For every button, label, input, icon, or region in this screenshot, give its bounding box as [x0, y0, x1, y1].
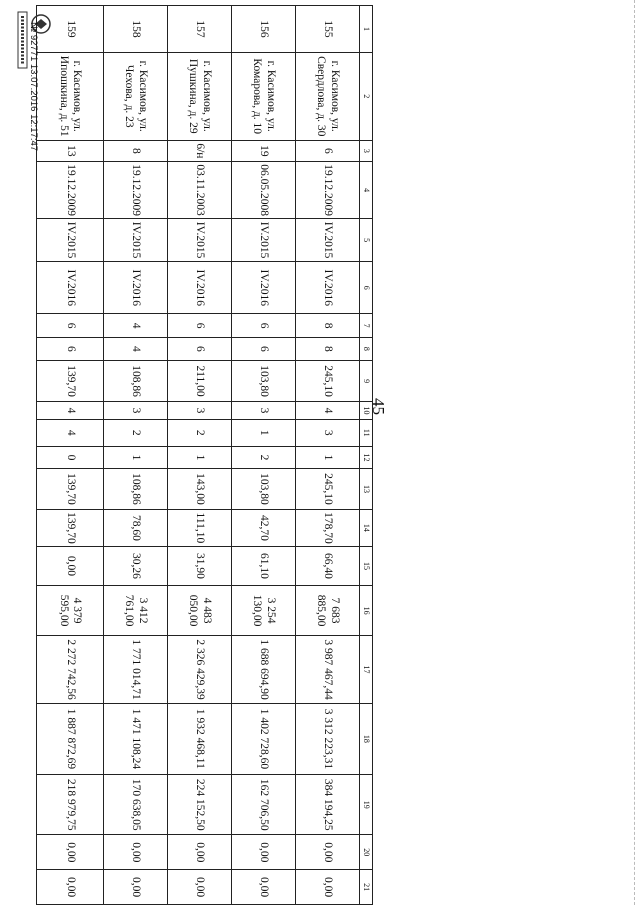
table-cell: 108,86	[104, 469, 168, 509]
table-cell: г. Касимов, ул. Свердлова, д. 30	[296, 52, 360, 140]
table-cell: 6	[37, 314, 104, 337]
table-cell: 0,00	[168, 835, 232, 870]
table-cell: 3	[168, 402, 232, 420]
table-cell: 0,00	[296, 835, 360, 870]
table-cell: IV.2016	[296, 262, 360, 314]
column-number: 21	[360, 870, 373, 905]
table-cell: 6	[232, 337, 296, 360]
table-cell: 8	[104, 140, 168, 162]
table-cell: 6	[232, 314, 296, 337]
table-cell: 2	[232, 446, 296, 469]
table-cell: 06.05.2008	[232, 162, 296, 219]
column-number: 1	[360, 6, 373, 53]
table-cell: 66,40	[296, 547, 360, 586]
column-number: 11	[360, 419, 373, 446]
table-cell: 245,10	[296, 361, 360, 402]
table-cell: 211,00	[168, 361, 232, 402]
table-cell: IV.2016	[37, 262, 104, 314]
table-cell: г. Касимов, ул. Комарова, д. 10	[232, 52, 296, 140]
table-cell: г. Касимов, ул. Чехова, д. 23	[104, 52, 168, 140]
table-cell: 19.12.2009	[37, 162, 104, 219]
column-number: 6	[360, 262, 373, 314]
table-cell: 4	[37, 402, 104, 420]
table-cell: 0,00	[37, 870, 104, 905]
table-cell: 7 683 885,00	[296, 585, 360, 636]
table-cell: IV.2015	[232, 218, 296, 261]
table-cell: 218 979,75	[37, 775, 104, 835]
table-cell: 139,70	[37, 361, 104, 402]
table-cell: 19.12.2009	[296, 162, 360, 219]
table-cell: IV.2016	[104, 262, 168, 314]
table-row	[37, 6, 104, 905]
table-cell: 4	[37, 419, 104, 446]
column-number: 9	[360, 361, 373, 402]
table-cell: 0,00	[232, 870, 296, 905]
column-number: 20	[360, 835, 373, 870]
column-number: 13	[360, 469, 373, 509]
page-number: 45	[369, 398, 388, 415]
table-cell: 2 272 742,56	[37, 636, 104, 703]
column-number: 17	[360, 636, 373, 703]
column-number: 14	[360, 509, 373, 547]
table-cell: 3 412 761,00	[104, 585, 168, 636]
table-cell: 42,70	[232, 509, 296, 547]
column-number-row	[360, 6, 373, 905]
table-cell: 1 471 108,24	[104, 703, 168, 774]
column-number: 16	[360, 585, 373, 636]
column-number: 7	[360, 314, 373, 337]
table-cell: 103,80	[232, 469, 296, 509]
table-cell: 0,00	[104, 870, 168, 905]
table-cell: 2 326 429,39	[168, 636, 232, 703]
table-cell: 19	[232, 140, 296, 162]
table-cell: 2	[104, 419, 168, 446]
table-cell: IV.2016	[232, 262, 296, 314]
table-cell: 139,70	[37, 509, 104, 547]
table-cell: 03.11.2003	[168, 162, 232, 219]
table-cell: 0,00	[104, 835, 168, 870]
table-row	[296, 6, 360, 905]
table-cell: 4	[104, 337, 168, 360]
table-cell: 0,00	[296, 870, 360, 905]
table-cell: 224 152,50	[168, 775, 232, 835]
table-cell: 0,00	[168, 870, 232, 905]
table-cell: 1 688 694,90	[232, 636, 296, 703]
table-cell: 4	[296, 402, 360, 420]
table-cell: 1	[232, 419, 296, 446]
table-cell: 6/н	[168, 140, 232, 162]
table-cell: 6	[296, 140, 360, 162]
table-cell: 3 312 223,31	[296, 703, 360, 774]
table-cell: 3	[104, 402, 168, 420]
table-cell: 4 379 595,00	[37, 585, 104, 636]
table-cell: 1	[104, 446, 168, 469]
table-cell: 1 887 872,69	[37, 703, 104, 774]
table-cell: 0,00	[37, 835, 104, 870]
column-number: 5	[360, 218, 373, 261]
housing-data-table	[36, 5, 373, 905]
table-cell: 158	[104, 6, 168, 53]
table-cell: 111,10	[168, 509, 232, 547]
column-number: 18	[360, 703, 373, 774]
table-cell: IV.2015	[296, 218, 360, 261]
table-cell: 0,00	[232, 835, 296, 870]
table-cell: 6	[37, 337, 104, 360]
table-cell: 1	[296, 446, 360, 469]
table-cell: г. Касимов, ул. Пушкина, д. 29	[168, 52, 232, 140]
registration-stamp: № 92771 13.07.2016 12:17:47	[28, 22, 39, 152]
table-cell: 78,60	[104, 509, 168, 547]
table-cell: 384 194,25	[296, 775, 360, 835]
table-cell: 103,80	[232, 361, 296, 402]
table-cell: IV.2015	[37, 218, 104, 261]
table-cell: 1 932 468,11	[168, 703, 232, 774]
scan-edge-line	[634, 0, 635, 905]
table-cell: 245,10	[296, 469, 360, 509]
table-cell: IV.2015	[104, 218, 168, 261]
table-cell: 1	[168, 446, 232, 469]
column-number: 10	[360, 402, 373, 420]
table-cell: 3 254 130,00	[232, 585, 296, 636]
table-cell: 61,10	[232, 547, 296, 586]
table-cell: 6	[168, 337, 232, 360]
column-number: 2	[360, 52, 373, 140]
table-cell: 143,00	[168, 469, 232, 509]
column-number: 8	[360, 337, 373, 360]
table-cell: 13	[37, 140, 104, 162]
column-number: 3	[360, 140, 373, 162]
table-cell: 30,26	[104, 547, 168, 586]
table-cell: 0	[37, 446, 104, 469]
table-cell: 6	[168, 314, 232, 337]
table-cell: 31,90	[168, 547, 232, 586]
table-cell: 139,70	[37, 469, 104, 509]
column-number: 19	[360, 775, 373, 835]
column-number: 4	[360, 162, 373, 219]
table-cell: 0,00	[37, 547, 104, 586]
table-cell: 1 402 728,60	[232, 703, 296, 774]
table-cell: 19.12.2009	[104, 162, 168, 219]
table-cell: 159	[37, 6, 104, 53]
table-row	[168, 6, 232, 905]
table-cell: IV.2016	[168, 262, 232, 314]
table-cell: 2	[168, 419, 232, 446]
column-number: 15	[360, 547, 373, 586]
table-cell: 155	[296, 6, 360, 53]
table-row	[232, 6, 296, 905]
table-cell: 170 638,05	[104, 775, 168, 835]
table-cell: г. Касимов, ул. Ипошкина, д. 51	[37, 52, 104, 140]
table-cell: IV.2015	[168, 218, 232, 261]
table-cell: 178,70	[296, 509, 360, 547]
table-cell: 162 706,50	[232, 775, 296, 835]
table-cell: 8	[296, 337, 360, 360]
column-number: 12	[360, 446, 373, 469]
table-cell: 8	[296, 314, 360, 337]
table-cell: 157	[168, 6, 232, 53]
table-cell: 4 483 050,00	[168, 585, 232, 636]
table-row	[104, 6, 168, 905]
table-cell: 3	[232, 402, 296, 420]
table-cell: 156	[232, 6, 296, 53]
table-cell: 3	[296, 419, 360, 446]
table-cell: 3 987 467,44	[296, 636, 360, 703]
table-cell: 108,86	[104, 361, 168, 402]
table-cell: 1 771 014,71	[104, 636, 168, 703]
table-cell: 4	[104, 314, 168, 337]
